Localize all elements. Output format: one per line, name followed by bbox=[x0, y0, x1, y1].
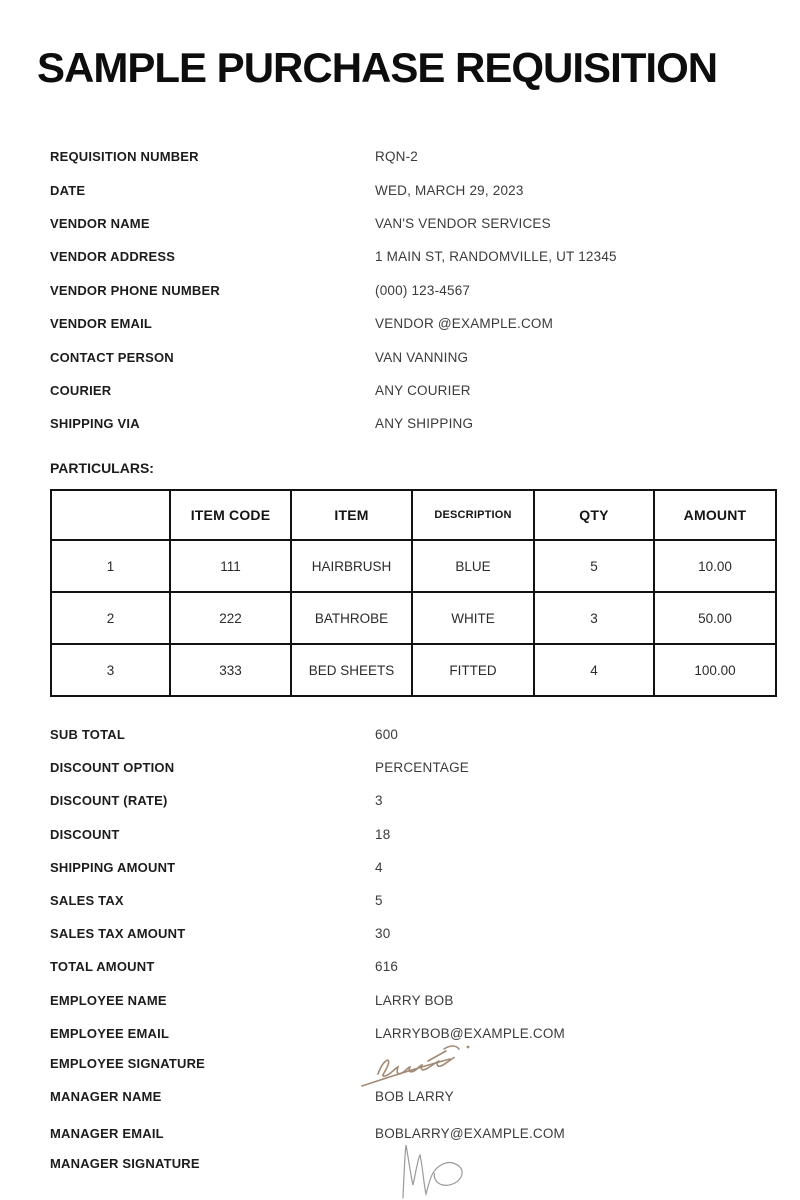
field-value: 600 bbox=[375, 727, 399, 743]
field-row-discount-option bbox=[50, 751, 770, 784]
cell-item: BATHROBE bbox=[291, 592, 412, 644]
column-header-item: ITEM bbox=[291, 490, 412, 540]
column-header-item-code: ITEM CODE bbox=[170, 490, 291, 540]
field-value: PERCENTAGE bbox=[375, 760, 470, 776]
field-row-requisition-number bbox=[50, 140, 770, 173]
field-row-contact-person bbox=[50, 340, 770, 373]
cell-qty: 3 bbox=[534, 592, 654, 644]
table-row bbox=[51, 540, 776, 592]
field-row-manager-email bbox=[50, 1117, 770, 1150]
field-row-discount-rate bbox=[50, 784, 770, 817]
field-value: RQN-2 bbox=[375, 149, 419, 165]
field-row-vendor-address bbox=[50, 240, 770, 273]
field-row-courier bbox=[50, 374, 770, 407]
field-label: VENDOR ADDRESS bbox=[50, 249, 176, 265]
field-value: 616 bbox=[375, 959, 399, 975]
field-row-vendor-phone bbox=[50, 274, 770, 307]
field-label: MANAGER EMAIL bbox=[50, 1125, 164, 1141]
table-row bbox=[51, 592, 776, 644]
cell-item-code: 222 bbox=[170, 592, 291, 644]
particulars-heading: PARTICULARS: bbox=[50, 460, 154, 476]
field-value: 30 bbox=[375, 926, 391, 942]
field-row-manager-name bbox=[50, 1077, 770, 1117]
page-title: SAMPLE PURCHASE REQUISITION bbox=[37, 44, 718, 91]
vendor-info-section bbox=[50, 140, 770, 441]
field-value: BOB LARRY bbox=[375, 1089, 454, 1105]
field-label: MANAGER NAME bbox=[50, 1089, 162, 1105]
cell-qty: 4 bbox=[534, 644, 654, 696]
field-value: BOBLARRY@EXAMPLE.COM bbox=[375, 1125, 566, 1141]
cell-description: WHITE bbox=[412, 592, 534, 644]
field-label: SALES TAX AMOUNT bbox=[50, 926, 186, 942]
field-value: VAN VANNING bbox=[375, 349, 469, 365]
particulars-table bbox=[50, 489, 777, 697]
field-label: VENDOR PHONE NUMBER bbox=[50, 282, 220, 298]
field-value: VENDOR @EXAMPLE.COM bbox=[375, 316, 554, 332]
cell-item: HAIRBRUSH bbox=[291, 540, 412, 592]
cell-item: BED SHEETS bbox=[291, 644, 412, 696]
field-label: DISCOUNT (RATE) bbox=[50, 793, 168, 809]
field-label: EMPLOYEE SIGNATURE bbox=[50, 1055, 206, 1071]
field-label: SHIPPING AMOUNT bbox=[50, 859, 176, 875]
summary-section bbox=[50, 718, 770, 1177]
cell-qty: 5 bbox=[534, 540, 654, 592]
field-row-date bbox=[50, 173, 770, 206]
field-row-discount bbox=[50, 818, 770, 851]
field-row-sub-total bbox=[50, 718, 770, 751]
cell-description: FITTED bbox=[412, 644, 534, 696]
field-row-sales-tax bbox=[50, 884, 770, 917]
table-header-row bbox=[51, 490, 776, 540]
field-row-vendor-name bbox=[50, 207, 770, 240]
column-header-description: DESCRIPTION bbox=[412, 490, 534, 540]
field-label: SALES TAX bbox=[50, 893, 124, 909]
field-label: DATE bbox=[50, 182, 86, 198]
cell-index: 3 bbox=[51, 644, 170, 696]
field-label: REQUISITION NUMBER bbox=[50, 149, 199, 165]
field-label: COURIER bbox=[50, 382, 112, 398]
column-header-index bbox=[51, 490, 170, 540]
field-row-total-amount bbox=[50, 950, 770, 983]
field-label: EMPLOYEE EMAIL bbox=[50, 1025, 170, 1041]
field-value: WED, MARCH 29, 2023 bbox=[375, 182, 524, 198]
cell-index: 2 bbox=[51, 592, 170, 644]
field-value: LARRYBOB@EXAMPLE.COM bbox=[375, 1025, 566, 1041]
field-label: TOTAL AMOUNT bbox=[50, 959, 155, 975]
field-label: SUB TOTAL bbox=[50, 727, 125, 743]
field-label: SHIPPING VIA bbox=[50, 416, 140, 432]
cell-amount: 100.00 bbox=[654, 644, 776, 696]
field-value: 18 bbox=[375, 826, 391, 842]
field-value: 5 bbox=[375, 893, 383, 909]
field-value: ANY COURIER bbox=[375, 382, 471, 398]
field-value: 4 bbox=[375, 859, 383, 875]
field-label: VENDOR NAME bbox=[50, 215, 150, 231]
field-value: VAN'S VENDOR SERVICES bbox=[375, 215, 551, 231]
field-value: LARRY BOB bbox=[375, 992, 454, 1008]
field-value: 1 MAIN ST, RANDOMVILLE, UT 12345 bbox=[375, 249, 617, 265]
cell-item-code: 111 bbox=[170, 540, 291, 592]
field-row-sales-tax-amount bbox=[50, 917, 770, 950]
field-label: DISCOUNT OPTION bbox=[50, 760, 175, 776]
table-row bbox=[51, 644, 776, 696]
field-row-employee-name bbox=[50, 984, 770, 1017]
cell-index: 1 bbox=[51, 540, 170, 592]
field-value: ANY SHIPPING bbox=[375, 416, 474, 432]
field-row-manager-signature bbox=[50, 1150, 770, 1177]
field-row-shipping-via bbox=[50, 407, 770, 440]
field-value: 3 bbox=[375, 793, 383, 809]
field-label: VENDOR EMAIL bbox=[50, 316, 153, 332]
field-row-vendor-email bbox=[50, 307, 770, 340]
field-row-employee-signature bbox=[50, 1050, 770, 1077]
cell-amount: 10.00 bbox=[654, 540, 776, 592]
field-row-employee-email bbox=[50, 1017, 770, 1050]
cell-item-code: 333 bbox=[170, 644, 291, 696]
field-label: DISCOUNT bbox=[50, 826, 120, 842]
field-label: EMPLOYEE NAME bbox=[50, 992, 167, 1008]
field-row-shipping-amount bbox=[50, 851, 770, 884]
cell-amount: 50.00 bbox=[654, 592, 776, 644]
column-header-qty: QTY bbox=[534, 490, 654, 540]
field-value: (000) 123-4567 bbox=[375, 282, 471, 298]
field-label: MANAGER SIGNATURE bbox=[50, 1156, 200, 1172]
column-header-amount: AMOUNT bbox=[654, 490, 776, 540]
cell-description: BLUE bbox=[412, 540, 534, 592]
field-label: CONTACT PERSON bbox=[50, 349, 174, 365]
